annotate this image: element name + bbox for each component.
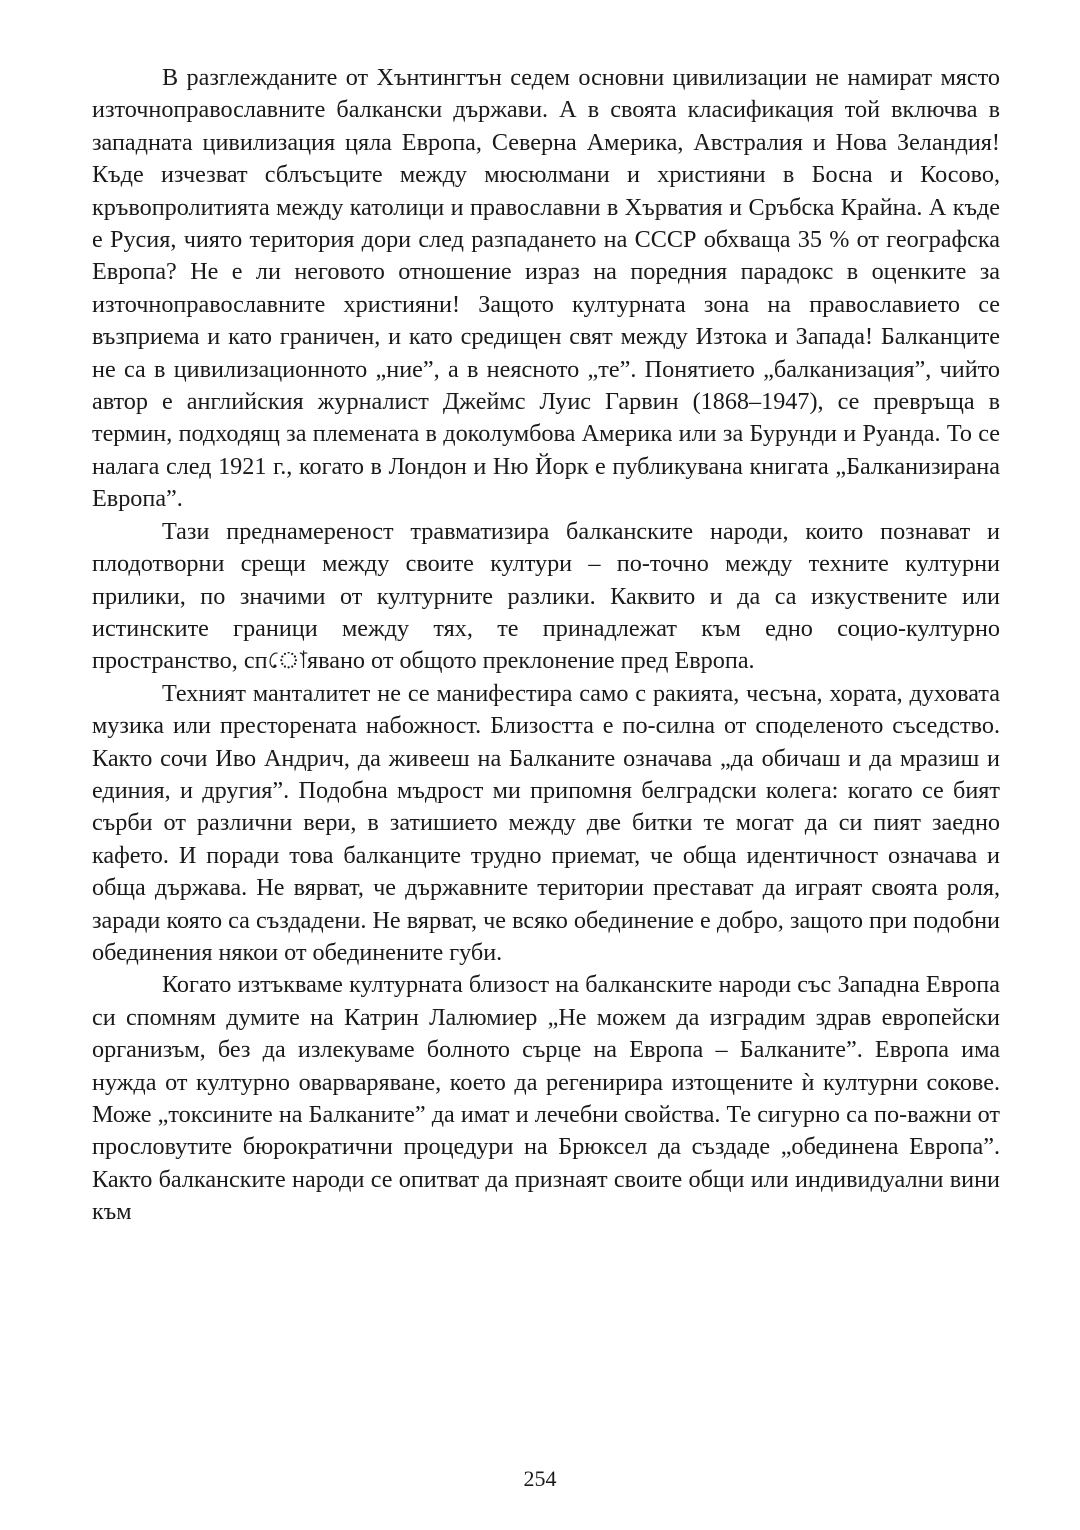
page-body (92, 62, 1000, 1229)
paragraph-4: Когато изтъкваме културната близост на балканските народи със Западна Европа си спомням думите на Катрин Лалюмиер „Не можем да изградим здрав европейски организъм, без да излекуваме болното сърце на Европа – Балканите”. Европа има нужда от културно оварваряване, което да регенирира изтощените ѝ културни сокове. Може „токсините на Балканите” да имат и лечебни свойства. Те сигурно са по-важни от прословутите бюрократични процедури на Брюксел да създаде „обединена Европа”. Както балканските народи се опитват да признаят своите общи или индивидуални вини към (92, 971, 1000, 1226)
paragraph-2: Тази преднамереност травматизира балканските народи, които познават и плодотворни срещи между своите култури – по-точно между техните културни прилики, по значими от културните разлики. Каквито и да са изкуствените или истинските граници между тях, те принадлежат към едно социо-културно пространство, спোявано от общото преклонение пред Европа. (92, 517, 1000, 675)
page-number: 254 (523, 1466, 557, 1491)
paragraph-1: В разглежданите от Хънтингтън седем основни цивилизации не намират място източноправославните балкански държави. А в своята класификация той включва в западната цивилизация цяла Европа, Северна Америка, Австралия и Нова Зеландия! Къде изчезват сблъсъците между мюсюлмани и християни в Босна и Косово, кръвопролитията между католици и православни в Хърватия и Сръбска Крайна. А къде е Русия, чиято територия дори след разпадането на СССР обхваща 35 % от географска Европа? Не е ли неговото отношение израз на поредния парадокс в оценките за източноправославните християни! Защото културната зона на православието се възприема и като граничен, и като средищен свят между Изтока и Запада! Балканците не са в цивилизационното „ние”, а в неясното „те”. Понятието „балканизация”, чийто автор е английския журналист Джеймс Луис Гарвин (1868–1947), се превръща в термин, подходящ за племената в доколумбова Америка или за Бурунди и Руанда. То се налага след 1921 г., когато в Лондон и Ню Йорк е публикувана книгата „Балканизирана Европа”. (92, 64, 1000, 513)
paragraph-3: Техният манталитет не се манифестира само с ракията, чесъна, хората, духовата музика или престорената набожност. Близостта е по-силна от споделеното съседство. Както сочи Иво Андрич, да живееш на Балканите означава „да обичаш и да мразиш и единия, и другия”. Подобна мъдрост ми припомня белградски колега: когато се бият сърби от различни вери, в затишието между две битки те могат да си пият заедно кафето. И поради това балканците трудно приемат, че обща идентичност означава и обща държава. Не вярват, че държавните територии престават да играят своята роля, заради която са създадени. Не вярват, че всяко обединение е добро, защото при подобни обединения някои от обединените губи. (92, 679, 1000, 966)
